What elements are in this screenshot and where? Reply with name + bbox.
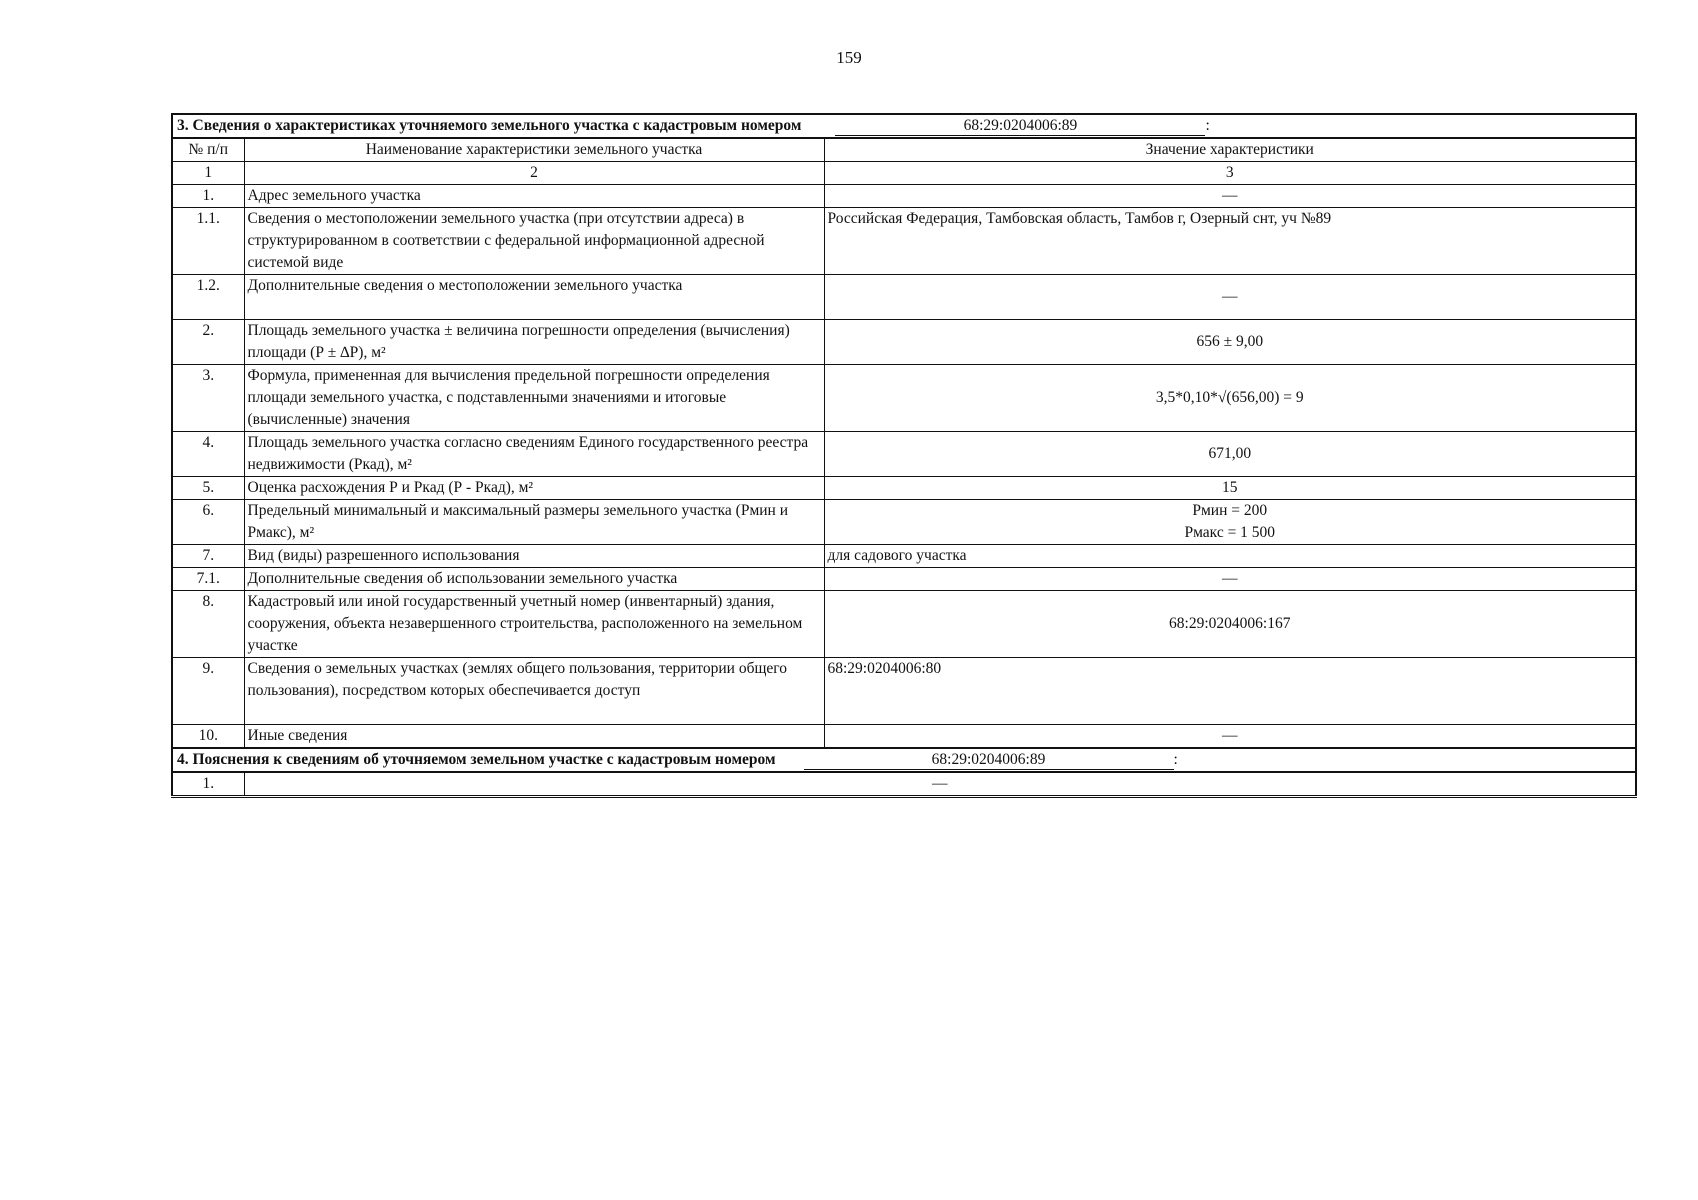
column-header-name: Наименование характеристики земельного участка [244, 138, 824, 162]
column-index-row [172, 162, 1636, 185]
table-row [172, 275, 1636, 320]
row-value: — [824, 185, 1636, 208]
row-value: Российская Федерация, Тамбовская область, Тамбов г, Озерный снт, уч №89 [824, 208, 1636, 275]
row-value: 68:29:0204006:80 [824, 658, 1636, 725]
row-value: — [824, 725, 1636, 749]
page-number: 159 [836, 48, 862, 67]
section-4-colon: : [1173, 751, 1178, 768]
table-row [172, 432, 1636, 477]
section-3-colon: : [1205, 117, 1210, 134]
row-value: 656 ± 9,00 [824, 320, 1636, 365]
row-value-min: Рмин = 200 [1192, 502, 1268, 519]
row-value-max: Рмакс = 1 500 [1184, 524, 1276, 541]
section-3-header-row [172, 114, 1636, 138]
row-name: Площадь земельного участка ± величина погрешности определения (вычисления) площади (Р ± ∆Р), м² [244, 320, 824, 365]
row-value: 671,00 [824, 432, 1636, 477]
row-number: 8. [172, 591, 244, 658]
section-3-cadastral-number: 68:29:0204006:89 [835, 116, 1205, 136]
row-value: для садового участка [824, 545, 1636, 568]
column-index-1: 1 [172, 162, 244, 185]
section-4-heading-cell [172, 748, 1636, 772]
table-row [172, 477, 1636, 500]
column-index-3: 3 [824, 162, 1636, 185]
table-row [172, 568, 1636, 591]
section-3-heading-cell [172, 114, 1636, 138]
row-number: 7.1. [172, 568, 244, 591]
row-name: Площадь земельного участка согласно сведениям Единого государственного реестра недвижимости (Ркад), м² [244, 432, 824, 477]
row-name: Иные сведения [244, 725, 824, 749]
row-number: 10. [172, 725, 244, 749]
row-number: 5. [172, 477, 244, 500]
table-row [172, 500, 1636, 545]
row-name: Формула, примененная для вычисления предельной погрешности определения площади земельного участка, с подставленными значениями и итоговые (вычисленные) значения [244, 365, 824, 432]
row-name: Кадастровый или иной государственный учетный номер (инвентарный) здания, сооружения, объекта незавершенного строительства, расположенного на земельном участке [244, 591, 824, 658]
column-header-number: № п/п [172, 138, 244, 162]
row-name: Сведения о земельных участках (землях общего пользования, территории общего пользования), посредством которых обеспечивается доступ [244, 658, 824, 725]
table-row [172, 725, 1636, 749]
row-value: — [244, 772, 1636, 797]
section-4-cadastral-number: 68:29:0204006:89 [804, 750, 1174, 770]
row-name: Дополнительные сведения об использовании земельного участка [244, 568, 824, 591]
column-header-row [172, 138, 1636, 162]
table-row [172, 772, 1636, 797]
row-value-min-max [824, 500, 1636, 545]
cadastral-characteristics-table [171, 113, 1637, 798]
row-number: 9. [172, 658, 244, 725]
column-header-value: Значение характеристики [824, 138, 1636, 162]
row-number: 1.1. [172, 208, 244, 275]
row-number: 1. [172, 772, 244, 797]
row-number: 6. [172, 500, 244, 545]
row-value: — [824, 275, 1636, 320]
row-value: 15 [824, 477, 1636, 500]
row-name: Оценка расхождения Р и Ркад (Р - Ркад), м² [244, 477, 824, 500]
table-row [172, 545, 1636, 568]
table-row [172, 208, 1636, 275]
row-name: Сведения о местоположении земельного участка (при отсутствии адреса) в структурированном в соответствии с федеральной информационной адресной системой виде [244, 208, 824, 275]
row-name: Предельный минимальный и максимальный размеры земельного участка (Рмин и Рмакс), м² [244, 500, 824, 545]
row-value: 68:29:0204006:167 [824, 591, 1636, 658]
section-4-header-row [172, 748, 1636, 772]
row-name: Вид (виды) разрешенного использования [244, 545, 824, 568]
table-row [172, 658, 1636, 725]
table-row [172, 365, 1636, 432]
row-number: 1. [172, 185, 244, 208]
row-number: 2. [172, 320, 244, 365]
row-name: Дополнительные сведения о местоположении земельного участка [244, 275, 824, 320]
row-number: 7. [172, 545, 244, 568]
row-number: 1.2. [172, 275, 244, 320]
row-number: 4. [172, 432, 244, 477]
section-3-heading: 3. Сведения о характеристиках уточняемого земельного участка с кадастровым номером [177, 117, 802, 134]
row-name: Адрес земельного участка [244, 185, 824, 208]
row-number: 3. [172, 365, 244, 432]
row-value: — [824, 568, 1636, 591]
column-index-2: 2 [244, 162, 824, 185]
section-4-heading: 4. Пояснения к сведениям об уточняемом земельном участке с кадастровым номером [177, 751, 776, 768]
table-row [172, 591, 1636, 658]
table-row [172, 320, 1636, 365]
table-row [172, 185, 1636, 208]
row-value: 3,5*0,10*√(656,00) = 9 [824, 365, 1636, 432]
